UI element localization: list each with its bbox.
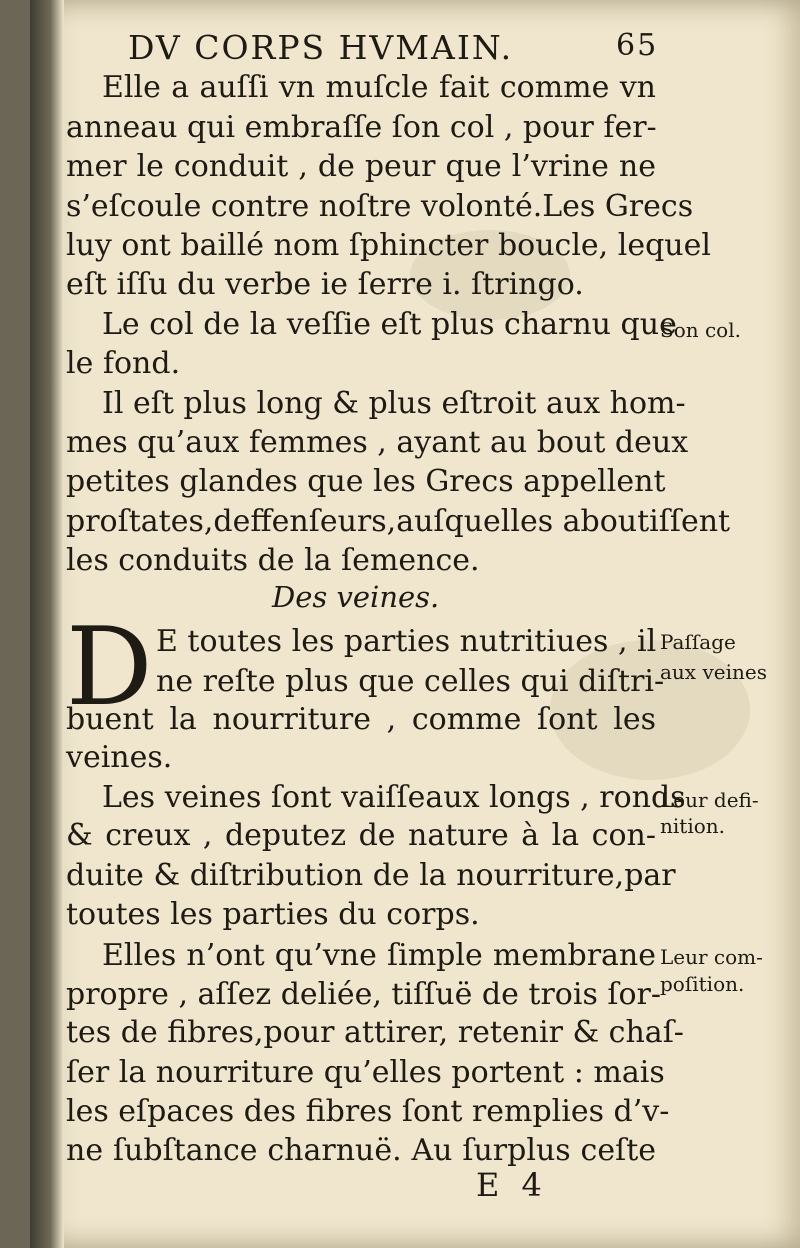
margin-note: Leur defi- [660,788,759,812]
text-line: & creux , deputez de nature à la con- [66,818,656,853]
running-header [128,28,668,72]
text-line: veines. [66,740,173,775]
text-line: les eſpaces des fibres ſont remplies d’v- [66,1094,670,1129]
text-line: Il eſt plus long & plus eſtroit aux hom- [102,386,686,421]
section-heading: Des veines. [272,580,440,614]
text-line: mer le conduit , de peur que l’vrine ne [66,149,656,184]
text-line: ſer la nourriture qu’elles portent : mais [66,1055,665,1090]
text-line: E toutes les parties nutritiues , il [156,624,657,659]
signature-mark: E 4 [476,1166,548,1204]
text-line: les conduits de la ſemence. [66,543,480,578]
text-line: eſt iſſu du verbe ie ſerre i. ſtringo. [66,267,584,302]
margin-note: nition. [660,814,725,838]
margin-note: Paſſage [660,630,736,654]
text-line: luy ont baillé nom ſphincter boucle, lequel [66,228,711,263]
text-line: buent la nourriture , comme ſont les [66,702,656,737]
margin-note: aux veines [660,660,767,684]
text-line: Elles n’ont qu’vne ſimple membrane [102,938,656,973]
page-gutter [30,0,64,1248]
text-line: s’eſcoule contre noſtre volonté.Les Grecs [66,189,694,224]
text-line: petites glandes que les Grecs appellent [66,464,666,499]
text-line: toutes les parties du corps. [66,897,480,932]
page-number: 65 [616,28,659,63]
text-line: anneau qui embraſſe ſon col , pour fer- [66,110,657,145]
text-line: Le col de la veſſie eſt plus charnu que [102,307,677,342]
text-line: tes de fibres,pour attirer, retenir & chaſ- [66,1015,684,1050]
text-line: Elle a auſſi vn muſcle fait comme vn [102,70,656,105]
text-line: le fond. [66,346,181,381]
text-line: ne reſte plus que celles qui diſtri- [156,664,665,699]
running-title: DV CORPS HVMAIN. [128,28,514,67]
margin-note: Son col. [660,318,741,342]
drop-cap: D [66,605,153,730]
text-line: ne ſubſtance charnuë. Au ſurplus ceſte [66,1133,656,1168]
text-line: duite & diſtribution de la nourriture,par [66,858,676,893]
text-line: proſtates,deffenſeurs,auſquelles aboutiſſent [66,504,731,539]
text-line: mes qu’aux femmes , ayant au bout deux [66,425,689,460]
text-line: Les veines ſont vaiſſeaux longs , ronds [102,780,686,815]
margin-note: Leur com- [660,945,763,969]
text-line: propre , aſſez deliée, tiſſuë de trois ſor- [66,977,662,1012]
margin-note: poſition. [660,972,745,996]
